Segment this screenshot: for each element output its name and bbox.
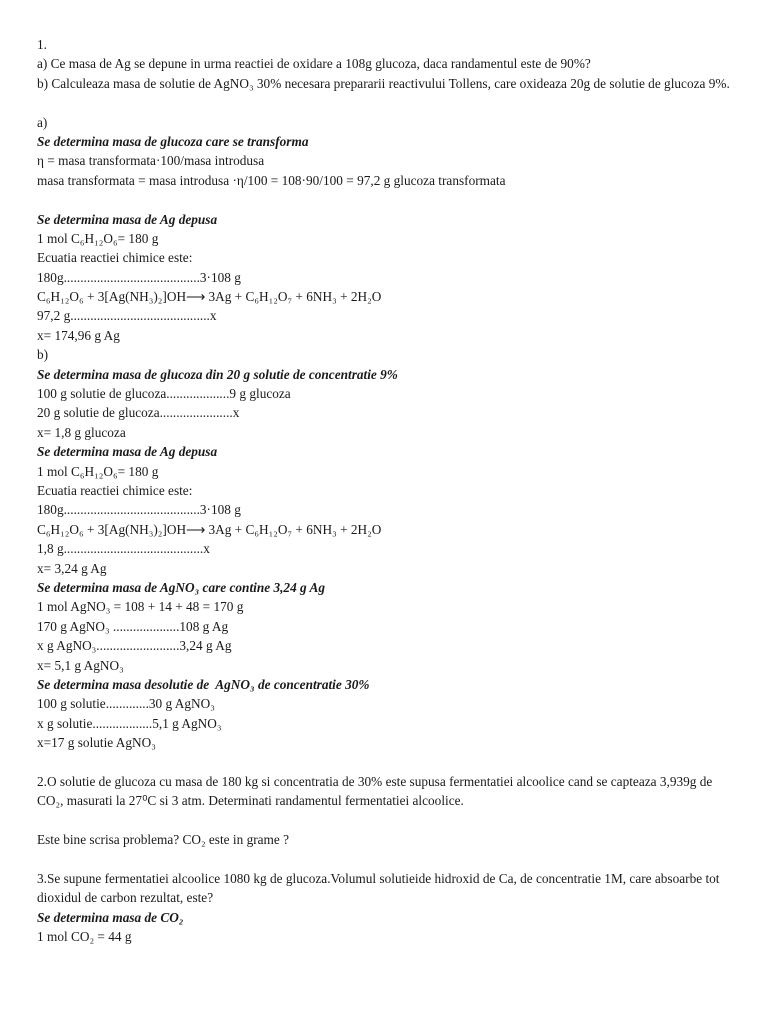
text-line: b) Calculeaza masa de solutie de AgNO₃ 30% necesara prepararii reactivului Tollens, care oxideaza 20g de solutie de glucoza 9%.: [37, 75, 730, 91]
text-line: 180g.........................................3·108 g: [37, 269, 241, 285]
text-line: x=17 g solutie AgNO₃: [37, 735, 156, 751]
text-line: 3.Se supune fermentatiei alcoolice 1080 kg de glucoza.Volumul solutieide hidroxid de Ca, de concentratie 1M, care absoarbe tot dioxidul de carbon rezultat, este?: [37, 870, 720, 906]
text-line: Ecuatia reactiei chimice este:: [37, 250, 193, 266]
text-line: Ecuatia reactiei chimice este:: [37, 483, 193, 498]
section-heading: Se determina masa de Ag depusa: [37, 211, 218, 227]
text-line: x= 174,96 g Ag: [37, 327, 120, 343]
text-line: 100 g solutie.............30 g AgNO₃: [37, 696, 215, 712]
text-line: x g solutie..................5,1 g AgNO₃: [37, 715, 222, 731]
section-heading: Se determina masa de AgNO₃ care contine 3,24 g Ag: [37, 579, 326, 595]
text-line: 97,2 g..........................................x: [37, 308, 217, 324]
text-line: 1 mol CO₂ = 44 g: [37, 929, 132, 945]
text-line: x= 3,24 g Ag: [37, 560, 107, 576]
text-line: 1,8 g..........................................x: [37, 541, 210, 557]
text-line: b): [37, 347, 49, 363]
text-line: x= 1,8 g glucoza: [37, 424, 126, 440]
text-line: 1 mol AgNO₃ = 108 + 14 + 48 = 170 g: [37, 599, 244, 615]
document-page: [37, 35, 737, 946]
text-line: 20 g solutie de glucoza......................x: [37, 405, 240, 421]
text-line: x= 5,1 g AgNO₃: [37, 657, 124, 673]
section-heading: Se determina masa desolutie de AgNO₃ de concentratie 30%: [37, 676, 370, 692]
text-line: 180g.........................................3·108 g: [37, 502, 241, 518]
text-line: x g AgNO₃.........................3,24 g Ag: [37, 638, 232, 654]
text-line: a): [37, 114, 48, 130]
blank-line: [37, 93, 737, 112]
blank-line: [37, 752, 737, 771]
blank-line: [37, 190, 737, 209]
text-line: 170 g AgNO₃ ....................108 g Ag: [37, 618, 229, 634]
section-heading: Se determina masa de glucoza din 20 g solutie de concentratie 9%: [37, 366, 398, 382]
text-line: masa transformata = masa introdusa ·η/100 = 108·90/100 = 97,2 g glucoza transformata: [37, 172, 506, 188]
section-heading: Se determina masa de CO₂: [37, 909, 184, 925]
blank-line: [37, 811, 737, 830]
section-heading: Se determina masa de Ag depusa: [37, 444, 218, 460]
text-line: a) Ce masa de Ag se depune in urma reactiei de oxidare a 108g glucoza, daca randamentul este de 90%?: [37, 56, 591, 72]
text-line: Este bine scrisa problema? CO₂ este in grame ?: [37, 832, 290, 848]
text-line: 1 mol C₆H₁₂O₆= 180 g: [37, 463, 159, 479]
text-line: 2.O solutie de glucoza cu masa de 180 kg si concentratia de 30% este supusa fermentatiei alcoolice cand se capteaza 3,939g de CO₂, masurati la 27⁰C si 3 atm. Determinati randamentul fermentatiei alcoolice.: [37, 773, 713, 809]
blank-line: [37, 849, 737, 868]
text-line: 100 g solutie de glucoza...................9 g glucoza: [37, 386, 291, 402]
text-line: η = masa transformata·100/masa introdusa: [37, 153, 265, 169]
section-heading: Se determina masa de glucoza care se transforma: [37, 133, 309, 149]
text-line: C₆H₁₂O₆ + 3[Ag(NH₃)₂]OH⟶ 3Ag + C₆H₁₂O₇ + 6NH₃ + 2H₂O: [37, 521, 382, 537]
text-line: 1.: [37, 37, 47, 52]
text-line: C₆H₁₂O₆ + 3[Ag(NH₃)₂]OH⟶ 3Ag + C₆H₁₂O₇ + 6NH₃ + 2H₂O: [37, 289, 382, 305]
text-line: 1 mol C₆H₁₂O₆= 180 g: [37, 230, 159, 246]
